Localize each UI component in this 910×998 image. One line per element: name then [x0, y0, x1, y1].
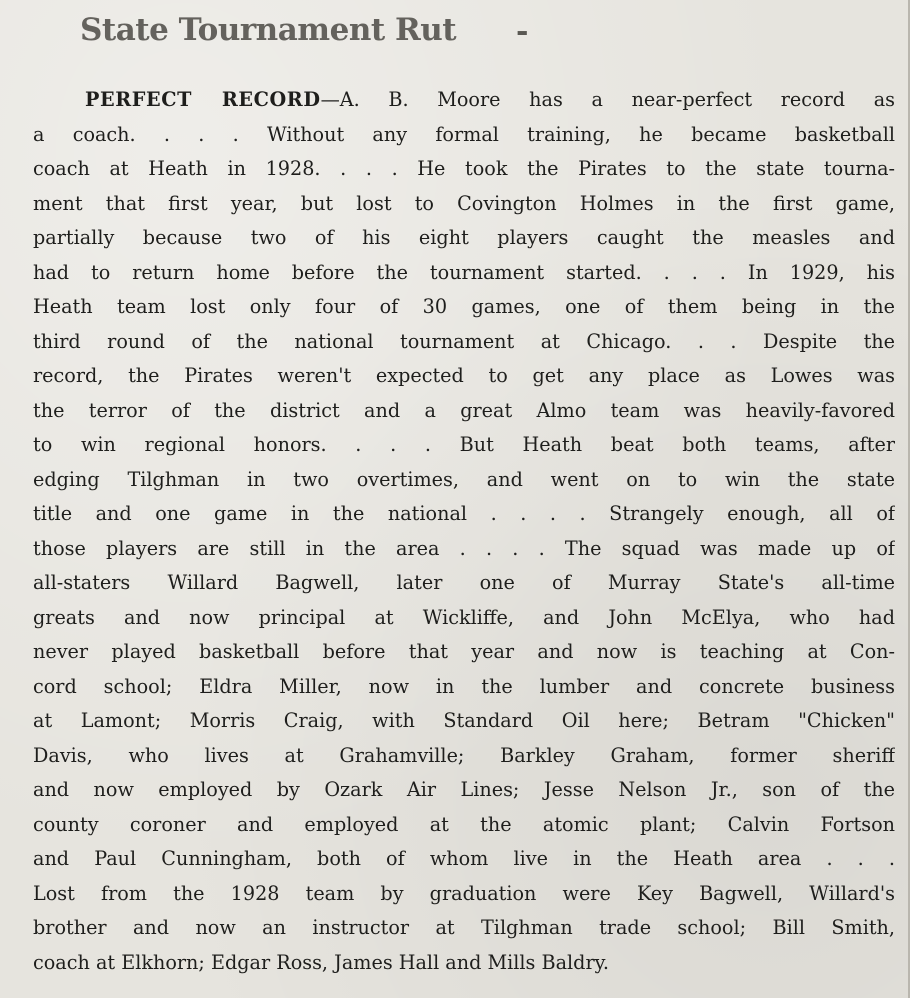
article-line: ment that first year, but lost to Covington Holmes in the first game, [33, 191, 895, 215]
article-line: and Paul Cunningham, both of whom live in the Heath area . . . [33, 847, 895, 870]
article-line: coach at Elkhorn; Edgar Ross, James Hall and Mills Baldry. [33, 950, 610, 974]
article-line: coach at Heath in 1928. . . . He took the Pirates to the state tourna- [33, 157, 895, 180]
article-line: Heath team lost only four of 30 games, one of them being in the [33, 295, 895, 318]
article-line: brother and now an instructor at Tilghman trade school; Bill Smith, [33, 916, 895, 939]
article-line: title and one game in the national . . . . Strangely enough, all of [33, 502, 895, 525]
headline-mark: - [516, 14, 529, 49]
article-line: the terror of the district and a great Almo team was heavily-favored [33, 398, 895, 422]
article-line: a coach. . . . Without any formal training, he became basketball [33, 122, 895, 146]
article-line: Davis, who lives at Grahamville; Barkley Graham, former sheriff [33, 743, 895, 767]
article-line: Lost from the 1928 team by graduation were Key Bagwell, Willard's [33, 881, 895, 905]
article-line: county coroner and employed at the atomic plant; Calvin Fortson [33, 812, 895, 836]
headline: State Tournament Rut [80, 12, 457, 48]
article-line: third round of the national tournament at Chicago. . . Despite the [33, 329, 895, 353]
article-line: never played basketball before that year and now is teaching at Con- [33, 640, 895, 663]
article-line: PERFECT RECORD—A. B. Moore has a near-perfect record as [85, 88, 895, 111]
article-line: record, the Pirates weren't expected to get any place as Lowes was [33, 364, 895, 387]
article-line: to win regional honors. . . . But Heath beat both teams, after [33, 433, 895, 456]
article-line: had to return home before the tournament started. . . . In 1929, his [33, 260, 895, 284]
article-line: and now employed by Ozark Air Lines; Jesse Nelson Jr., son of the [33, 778, 895, 801]
article-lead: PERFECT RECORD [85, 88, 321, 111]
article-line: all-staters Willard Bagwell, later one of Murray State's all-time [33, 571, 895, 594]
article-line: partially because two of his eight players caught the measles and [33, 226, 895, 249]
article-line: at Lamont; Morris Craig, with Standard Oil here; Betram "Chicken" [33, 709, 895, 732]
article-body [33, 83, 895, 980]
article-line: edging Tilghman in two overtimes, and went on to win the state [33, 467, 895, 491]
article-line: cord school; Eldra Miller, now in the lumber and concrete business [33, 674, 895, 698]
article-line: greats and now principal at Wickliffe, and John McElya, who had [33, 605, 895, 629]
article-line: those players are still in the area . . . . The squad was made up of [33, 536, 895, 560]
